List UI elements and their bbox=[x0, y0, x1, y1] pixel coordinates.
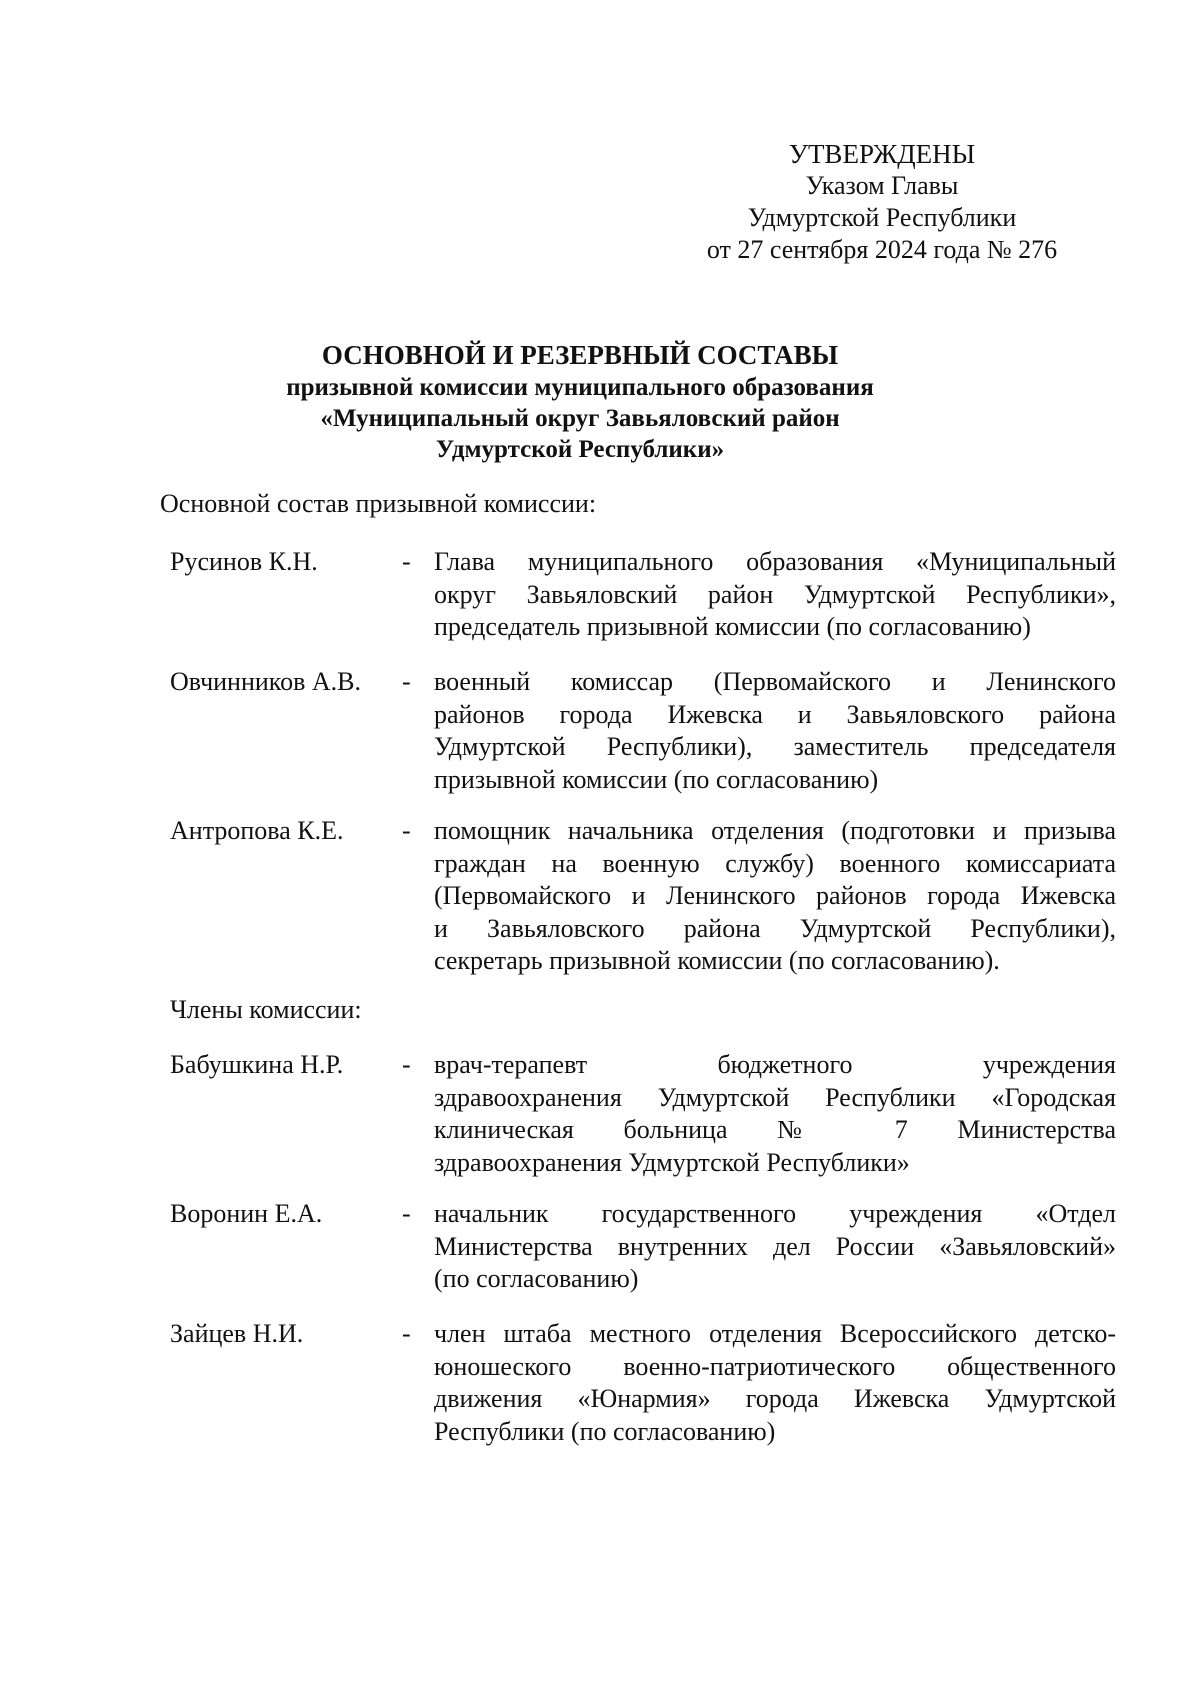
member-description bbox=[434, 1198, 1116, 1296]
description-line: граждан на военную службу) военного комиссариата bbox=[434, 848, 1116, 878]
description-line: (Первомайского и Ленинского районов города Ижевска bbox=[434, 881, 1116, 910]
member-entry bbox=[170, 1198, 1130, 1296]
description-line: и Завьяловского района Удмуртской Республики), bbox=[434, 913, 1116, 943]
description-line: помощник начальника отделения (подготовки и призыва bbox=[434, 816, 1116, 845]
description-line: врач-терапевт бюджетного учреждения bbox=[434, 1050, 1116, 1079]
description-line: районов города Ижевска и Завьяловского района bbox=[434, 699, 1116, 729]
document-title-block bbox=[160, 338, 1000, 465]
description-line: (по согласованию) bbox=[434, 1264, 639, 1293]
description-line: Глава муниципального образования «Муниципальный bbox=[434, 547, 1116, 576]
description-line: округ Завьяловский район Удмуртской Республики», bbox=[434, 579, 1116, 609]
approval-heading: УТВЕРЖДЕНЫ bbox=[788, 139, 976, 169]
description-line: секретарь призывной комиссии (по согласованию). bbox=[434, 946, 1000, 975]
description-line: клиническая больница № 7 Министерства bbox=[434, 1115, 1116, 1144]
member-entry bbox=[170, 546, 1130, 644]
description-line: Министерства внутренних дел России «Завьяловский» bbox=[434, 1231, 1116, 1261]
member-dash: - bbox=[402, 1199, 411, 1228]
description-line: юношеского военно-патриотического общественного bbox=[434, 1351, 1116, 1381]
member-name: Антропова К.Е. bbox=[170, 816, 344, 845]
member-name: Зайцев Н.И. bbox=[170, 1319, 304, 1348]
description-line: председатель призывной комиссии (по согласованию) bbox=[434, 612, 1031, 641]
approval-decree-line: Указом Главы bbox=[805, 171, 959, 200]
member-dash: - bbox=[402, 1050, 411, 1079]
description-line: движения «Юнармия» города Ижевска Удмуртской bbox=[434, 1384, 1116, 1413]
member-entry bbox=[170, 815, 1130, 978]
document-title: ОСНОВНОЙ И РЕЗЕРВНЫЙ СОСТАВЫ bbox=[321, 340, 839, 370]
member-description bbox=[434, 1318, 1116, 1448]
member-name: Воронин Е.А. bbox=[170, 1199, 323, 1228]
approval-date-line: от 27 сентября 2024 года № 276 bbox=[706, 235, 1058, 264]
document-subtitle-line-1: призывной комиссии муниципального образования bbox=[286, 374, 874, 401]
description-line: Республики (по согласованию) bbox=[434, 1416, 776, 1446]
member-dash: - bbox=[402, 667, 411, 696]
member-description bbox=[434, 666, 1116, 796]
description-line: военный комиссар (Первомайского и Ленинского bbox=[434, 667, 1116, 696]
member-description bbox=[434, 1049, 1116, 1179]
description-line: начальник государственного учреждения «Отдел bbox=[434, 1199, 1116, 1228]
description-line: член штаба местного отделения Всероссийского детско- bbox=[434, 1319, 1116, 1348]
member-description bbox=[434, 546, 1116, 644]
member-entry bbox=[170, 666, 1130, 796]
description-line: здравоохранения Удмуртской Республики «Городская bbox=[434, 1082, 1116, 1112]
approval-stamp-block bbox=[672, 138, 1092, 266]
member-name: Овчинников А.В. bbox=[170, 667, 362, 696]
member-dash: - bbox=[402, 547, 411, 576]
member-description bbox=[434, 815, 1116, 978]
member-entry bbox=[170, 1318, 1130, 1448]
members-label: Члены комиссии: bbox=[170, 995, 362, 1024]
description-line: здравоохранения Удмуртской Республики» bbox=[434, 1147, 910, 1177]
description-line: Удмуртской Республики), заместитель председателя bbox=[434, 732, 1116, 761]
member-dash: - bbox=[402, 1319, 411, 1348]
member-name: Русинов К.Н. bbox=[170, 547, 318, 576]
description-line: призывной комиссии (по согласованию) bbox=[434, 764, 879, 794]
document-subtitle-line-3: Удмуртской Республики» bbox=[435, 436, 725, 463]
document-subtitle-line-2: «Муниципальный округ Завьяловский район bbox=[320, 405, 840, 432]
member-name: Бабушкина Н.Р. bbox=[170, 1050, 344, 1079]
member-dash: - bbox=[402, 816, 411, 845]
approval-authority-line: Удмуртской Республики bbox=[747, 203, 1017, 232]
member-entry bbox=[170, 1049, 1130, 1179]
main-composition-label: Основной состав призывной комиссии: bbox=[160, 489, 597, 518]
